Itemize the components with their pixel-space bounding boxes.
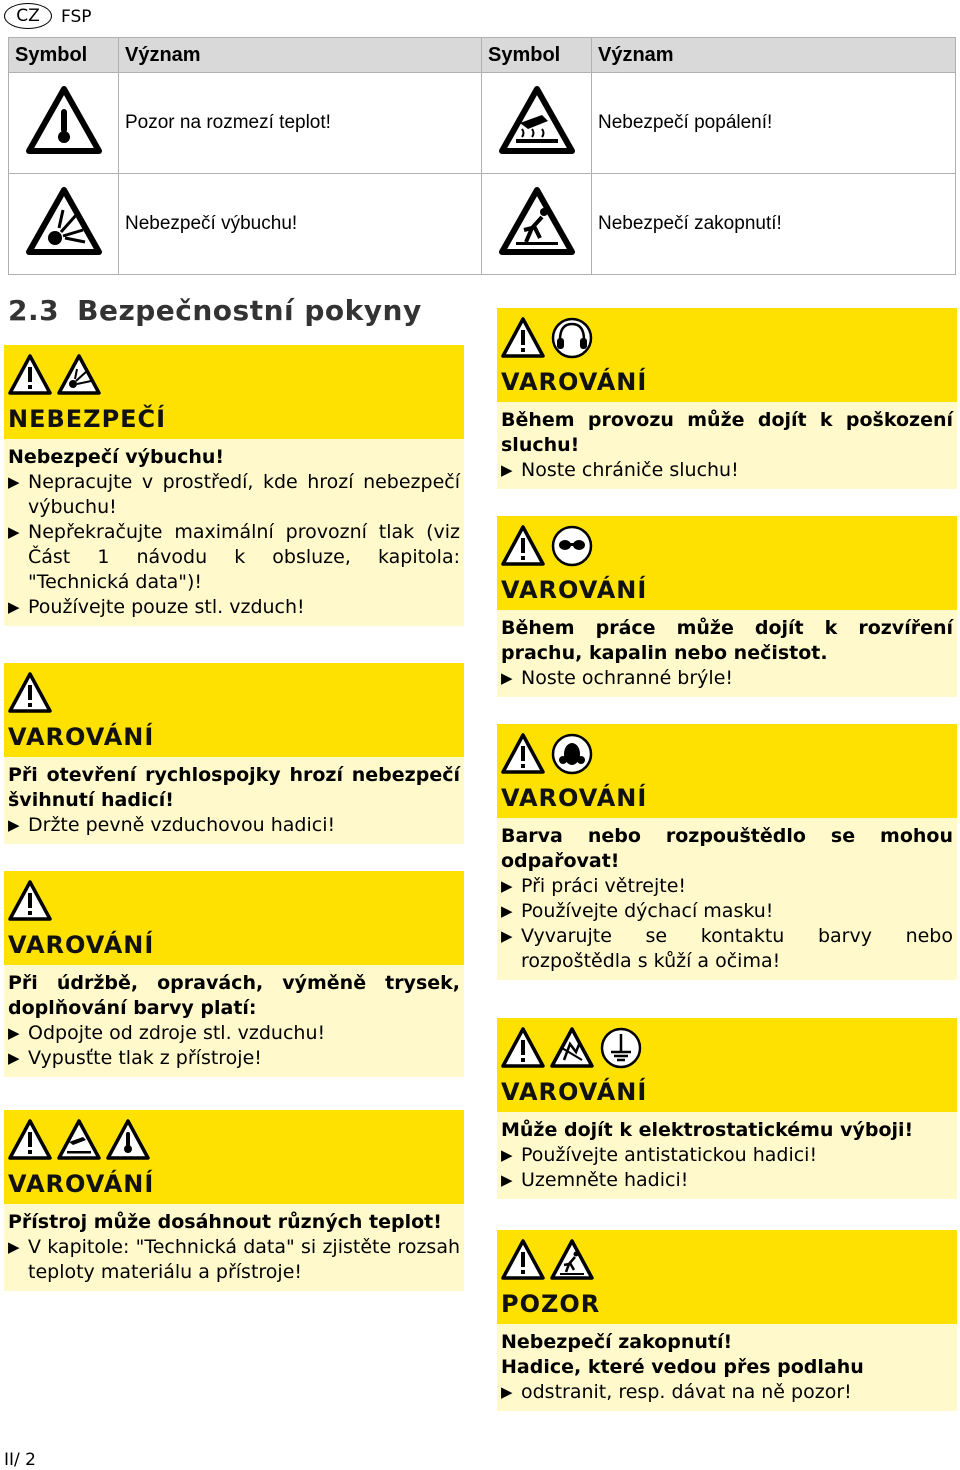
list-item — [8, 595, 460, 620]
bullet-arrow-icon: ▶ — [8, 1024, 20, 1042]
list-item — [8, 1235, 460, 1285]
signal-word: VAROVÁNÍ — [501, 1078, 648, 1106]
electrostatic-warning-icon — [550, 1026, 594, 1070]
list-item-text: Noste ochranné brýle! — [521, 667, 733, 689]
warning-icons — [501, 524, 957, 570]
signal-word: VAROVÁNÍ — [8, 1170, 155, 1198]
warning-header — [4, 345, 464, 439]
bullet-arrow-icon: ▶ — [501, 927, 513, 945]
bullet-arrow-icon: ▶ — [8, 816, 20, 834]
meaning-header: Význam — [592, 38, 956, 73]
warning-icons — [8, 671, 464, 717]
signal-word: VAROVÁNÍ — [501, 368, 648, 396]
list-item — [501, 666, 953, 691]
list-item — [501, 1143, 953, 1168]
warning-icon — [501, 1026, 545, 1070]
warning-icons — [501, 1238, 957, 1284]
hot-surface-warning-icon — [498, 85, 576, 155]
thermometer-warning-icon — [106, 1118, 150, 1162]
respirator-icon — [550, 732, 594, 776]
meaning-cell: Nebezpečí popálení! — [592, 73, 956, 174]
warning-icons — [8, 353, 464, 399]
list-item-text: Vypusťte tlak z přístroje! — [28, 1047, 262, 1069]
warning-box-right — [497, 308, 957, 489]
warning-box-left — [4, 345, 464, 626]
warning-body — [4, 965, 464, 1077]
explosive-warning-icon — [25, 186, 103, 256]
list-item — [501, 458, 953, 483]
safety-goggles-icon — [550, 524, 594, 568]
warning-lead: Přístroj může dosáhnout různých teplot! — [8, 1211, 442, 1233]
warning-icon — [501, 316, 545, 360]
meaning-cell: Nebezpečí výbuchu! — [119, 174, 482, 275]
list-item-text: Používejte pouze stl. vzduch! — [28, 596, 305, 618]
bullet-arrow-icon: ▶ — [8, 598, 20, 616]
warning-body — [4, 757, 464, 844]
list-item-text: Držte pevně vzduchovou hadici! — [28, 814, 336, 836]
warning-icons — [501, 732, 957, 778]
section-title: Bezpečnostní pokyny — [77, 294, 422, 327]
ground-icon — [599, 1026, 643, 1070]
list-item-text: Při práci větrejte! — [521, 875, 687, 897]
meaning-header: Význam — [119, 38, 482, 73]
signal-word: POZOR — [501, 1290, 601, 1318]
list-item-text: Odpojte od zdroje stl. vzduchu! — [28, 1022, 326, 1044]
signal-word: VAROVÁNÍ — [501, 784, 648, 812]
warning-box-left — [4, 871, 464, 1077]
list-item — [501, 899, 953, 924]
bullet-arrow-icon: ▶ — [8, 1049, 20, 1067]
warning-box-right — [497, 516, 957, 697]
section-heading — [8, 294, 422, 327]
trip-hazard-warning-icon — [550, 1238, 594, 1282]
list-item-text: Nepracujte v prostředí, kde hrozí nebezpečí výbuchu! — [28, 471, 460, 518]
bullet-arrow-icon: ▶ — [501, 1171, 513, 1189]
list-item — [8, 1021, 460, 1046]
table-row — [9, 73, 956, 174]
warning-header — [4, 871, 464, 965]
bullet-arrow-icon: ▶ — [8, 523, 20, 541]
list-item — [501, 924, 953, 974]
list-item — [501, 1380, 953, 1405]
warning-box-right — [497, 1230, 957, 1411]
warning-body — [497, 610, 957, 697]
warning-header — [497, 1018, 957, 1112]
list-item — [501, 874, 953, 899]
warning-icons — [8, 1118, 464, 1164]
symbol-header: Symbol — [482, 38, 592, 73]
list-item — [8, 813, 460, 838]
list-item-text: V kapitole: "Technická data" si zjistěte rozsah teploty materiálu a přístroje! — [28, 1236, 460, 1283]
signal-word: VAROVÁNÍ — [501, 576, 648, 604]
symbol-header: Symbol — [9, 38, 119, 73]
warning-body — [497, 818, 957, 980]
warning-body — [497, 1112, 957, 1199]
bullet-arrow-icon: ▶ — [8, 1238, 20, 1256]
signal-word: VAROVÁNÍ — [8, 931, 155, 959]
warning-lead: Při otevření rychlospojky hrozí nebezpečí švihnutí hadicí! — [8, 764, 460, 811]
symbol-cell — [482, 174, 592, 275]
list-item-text: Používejte dýchací masku! — [521, 900, 774, 922]
warning-header — [4, 663, 464, 757]
thermometer-warning-icon — [25, 85, 103, 155]
language-badge: CZ — [4, 3, 52, 29]
warning-header — [497, 308, 957, 402]
warning-body — [4, 1204, 464, 1291]
warning-icons — [8, 879, 464, 925]
warning-header — [497, 516, 957, 610]
warning-body — [4, 439, 464, 626]
list-item — [501, 1168, 953, 1193]
bullet-arrow-icon: ▶ — [501, 1383, 513, 1401]
warning-box-left — [4, 663, 464, 844]
list-item-text: Noste chrániče sluchu! — [521, 459, 739, 481]
list-item — [8, 470, 460, 520]
table-row — [9, 174, 956, 275]
warning-header — [4, 1110, 464, 1204]
warning-icons — [501, 1026, 957, 1072]
ear-protection-icon — [550, 316, 594, 360]
list-item — [8, 520, 460, 595]
warning-lead: Nebezpečí zakopnutí! Hadice, které vedou přes podlahu — [501, 1331, 864, 1378]
list-item-text: Vyvarujte se kontaktu barvy nebo rozpoštědla s kůží a očima! — [521, 925, 953, 972]
warning-icon — [8, 1118, 52, 1162]
explosive-warning-icon — [57, 353, 101, 397]
warning-lead: Při údržbě, opravách, výměně trysek, doplňování barvy platí: — [8, 972, 460, 1019]
symbol-table — [8, 37, 956, 275]
page-number: II/ 2 — [4, 1450, 36, 1470]
bullet-arrow-icon: ▶ — [501, 669, 513, 687]
hot-surface-warning-icon — [57, 1118, 101, 1162]
meaning-cell: Nebezpečí zakopnutí! — [592, 174, 956, 275]
signal-word: NEBEZPEČÍ — [8, 405, 167, 433]
warning-body — [497, 402, 957, 489]
signal-word: VAROVÁNÍ — [8, 723, 155, 751]
symbol-cell — [9, 174, 119, 275]
warning-box-left — [4, 1110, 464, 1291]
warning-header — [497, 724, 957, 818]
warning-icon — [8, 353, 52, 397]
warning-icon — [501, 1238, 545, 1282]
warning-lead: Barva nebo rozpouštědlo se mohou odpařovat! — [501, 825, 953, 872]
trip-hazard-warning-icon — [498, 186, 576, 256]
warning-icon — [8, 879, 52, 923]
bullet-arrow-icon: ▶ — [501, 1146, 513, 1164]
warning-icon — [501, 732, 545, 776]
list-item-text: Používejte antistatickou hadici! — [521, 1144, 818, 1166]
warning-header — [497, 1230, 957, 1324]
meaning-cell: Pozor na rozmezí teplot! — [119, 73, 482, 174]
list-item — [8, 1046, 460, 1071]
warning-box-right — [497, 1018, 957, 1199]
warning-box-right — [497, 724, 957, 980]
symbol-cell — [9, 73, 119, 174]
bullet-arrow-icon: ▶ — [501, 902, 513, 920]
bullet-arrow-icon: ▶ — [501, 461, 513, 479]
warning-lead: Během provozu může dojít k poškození sluchu! — [501, 409, 953, 456]
warning-body — [497, 1324, 957, 1411]
bullet-arrow-icon: ▶ — [501, 877, 513, 895]
list-item-text: Nepřekračujte maximální provozní tlak (viz Část 1 návodu k obsluze, kapitola: "Technická data")! — [28, 521, 460, 593]
symbol-cell — [482, 73, 592, 174]
warning-icons — [501, 316, 957, 362]
section-number: 2.3 — [8, 294, 60, 327]
model-label: FSP — [61, 7, 92, 27]
list-item-text: odstranit, resp. dávat na ně pozor! — [521, 1381, 852, 1403]
bullet-arrow-icon: ▶ — [8, 473, 20, 491]
warning-icon — [501, 524, 545, 568]
list-item-text: Uzemněte hadici! — [521, 1169, 689, 1191]
warning-lead: Nebezpečí výbuchu! — [8, 446, 225, 468]
warning-icon — [8, 671, 52, 715]
warning-lead: Může dojít k elektrostatickému výboji! — [501, 1119, 914, 1141]
warning-lead: Během práce může dojít k rozvíření prachu, kapalin nebo nečistot. — [501, 617, 953, 664]
